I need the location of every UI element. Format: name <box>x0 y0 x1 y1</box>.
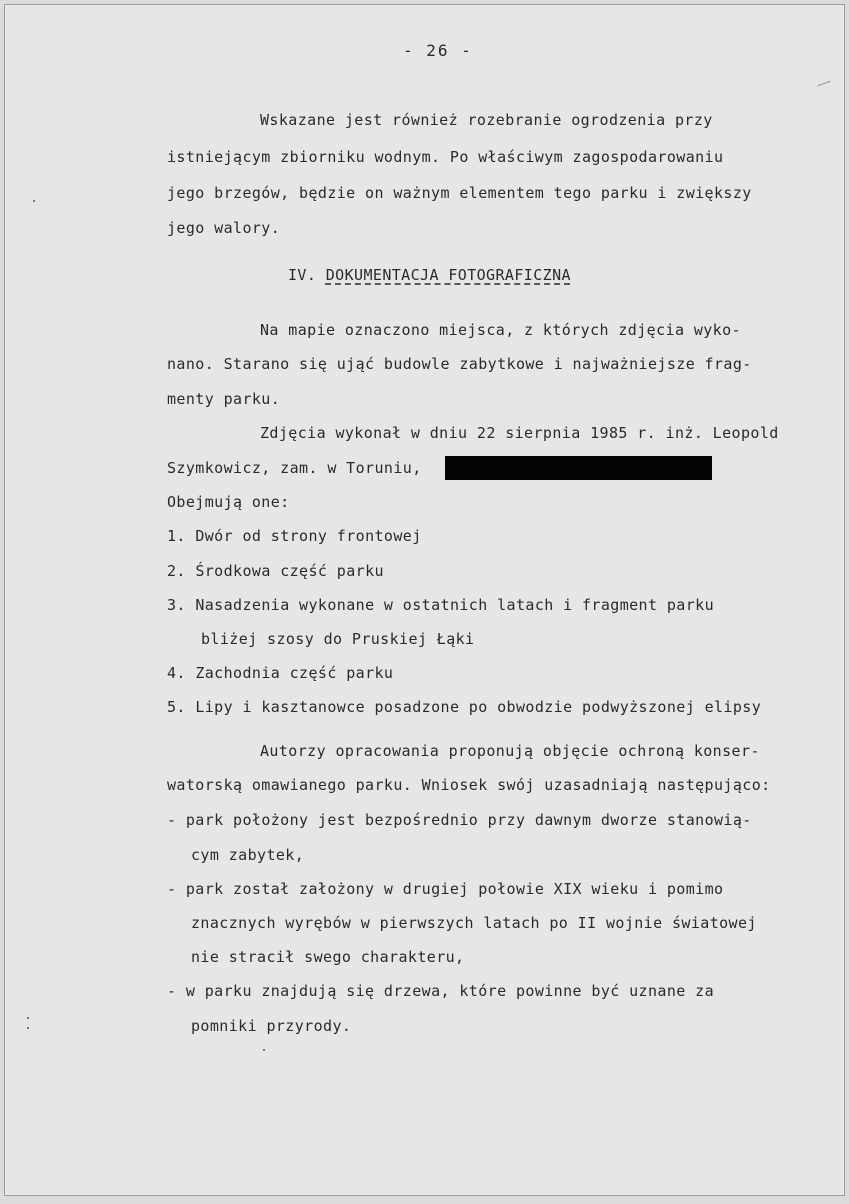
reason-item-2-cont-2: nie stracił swego charakteru, <box>191 948 465 966</box>
reason-text: park położony jest bezpośrednio przy dawnym dworze stanowią- <box>185 811 752 829</box>
page-number: - 26 - <box>403 41 473 60</box>
scan-speck <box>27 1017 29 1019</box>
scan-mark <box>817 81 830 87</box>
photo-item-text: Nasadzenia wykonane w ostatnich latach i fragment parku <box>195 596 715 614</box>
scan-speck <box>27 1027 29 1029</box>
photo-item-number: 5. <box>167 698 186 716</box>
reason-bullet: - <box>167 811 177 829</box>
photo-item-number: 3. <box>167 596 186 614</box>
photo-item-text: Dwór od strony frontowej <box>195 527 422 545</box>
section-heading <box>288 265 571 285</box>
para2-line-3: menty parku. <box>167 390 281 408</box>
photo-item-number: 2. <box>167 562 186 580</box>
scan-speck <box>33 200 35 202</box>
reason-text: park został założony w drugiej połowie XIX wieku i pomimo <box>185 880 724 898</box>
photo-item-5 <box>167 697 761 717</box>
photo-item-text: Środkowa część parku <box>195 562 384 580</box>
para4-line-1: Autorzy opracowania proponują objęcie ochroną konser- <box>260 742 760 760</box>
para1-line-1: Wskazane jest również rozebranie ogrodzenia przy <box>260 111 713 129</box>
photo-item-text: Lipy i kasztanowce posadzone po obwodzie podwyższonej elipsy <box>195 698 762 716</box>
para2-line-2: nano. Starano się ująć budowle zabytkowe i najważniejsze frag- <box>167 355 752 373</box>
reason-item-2-cont-1: znacznych wyrębów w pierwszych latach po II wojnie światowej <box>191 914 757 932</box>
reason-item-1 <box>167 810 752 830</box>
photo-item-2 <box>167 561 384 581</box>
photo-item-4 <box>167 663 393 683</box>
photo-item-text: Zachodnia część parku <box>195 664 394 682</box>
reason-item-2 <box>167 879 723 899</box>
para2-line-1: Na mapie oznaczono miejsca, z których zdjęcia wyko- <box>260 321 741 339</box>
para4-line-2: watorską omawianego parku. Wniosek swój uzasadniają następująco: <box>167 776 771 794</box>
para1-line-3: jego brzegów, będzie on ważnym elementem tego parku i zwiększy <box>167 184 752 202</box>
photo-item-number: 4. <box>167 664 186 682</box>
photo-item-1 <box>167 526 422 546</box>
redaction-bar <box>445 456 712 480</box>
para1-line-2: istniejącym zbiorniku wodnym. Po właściwym zagospodarowaniu <box>167 148 724 166</box>
reason-item-1-cont: cym zabytek, <box>191 846 305 864</box>
reason-item-3-cont: pomniki przyrody. <box>191 1017 352 1035</box>
reason-bullet: - <box>167 982 177 1000</box>
photo-item-number: 1. <box>167 527 186 545</box>
para3-line-2: Szymkowicz, zam. w Toruniu, <box>167 459 422 477</box>
reason-text: w parku znajdują się drzewa, które powinne być uznane za <box>185 982 714 1000</box>
photo-item-3 <box>167 595 714 615</box>
section-number: IV. <box>288 266 317 284</box>
reason-item-3 <box>167 981 714 1001</box>
scan-speck <box>263 1049 265 1051</box>
section-title: DOKUMENTACJA FOTOGRAFICZNA <box>325 266 571 284</box>
para3-line-3: Obejmują one: <box>167 493 290 511</box>
para1-line-4: jego walory. <box>167 219 281 237</box>
document-page <box>4 4 845 1196</box>
reason-bullet: - <box>167 880 177 898</box>
photo-item-3-cont: bliżej szosy do Pruskiej Łąki <box>201 630 475 648</box>
para3-line-1: Zdjęcia wykonał w dniu 22 sierpnia 1985 r. inż. Leopold <box>260 424 779 442</box>
